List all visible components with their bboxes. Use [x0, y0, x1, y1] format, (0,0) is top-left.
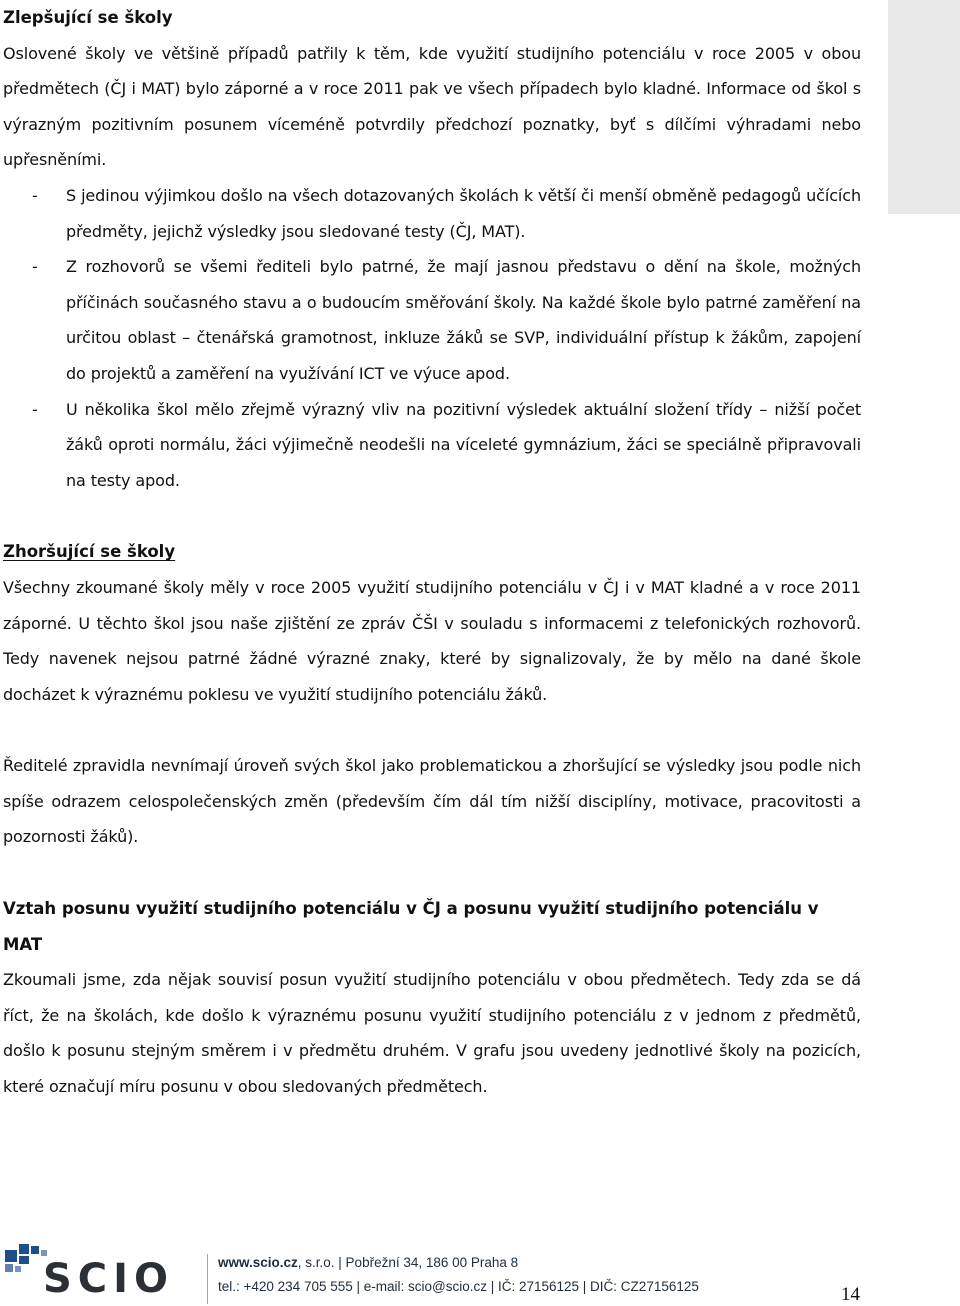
list-item-text: U několika škol mělo zřejmě výrazný vliv na pozitivní výsledek aktuální složení třídy – nižší počet žáků oproti normálu, žáci výjimečně neodešli na víceleté gymnázium, žáci se speciálně připravovali na testy apod.: [66, 399, 861, 490]
footer-divider: [207, 1254, 208, 1304]
footer-contacts: tel.: +420 234 705 555 | e-mail: scio@scio.cz | IČ: 27156125 | DIČ: CZ27156125: [218, 1279, 699, 1294]
footer-address-line: [218, 1255, 518, 1270]
bullet-marker: -: [32, 257, 38, 277]
heading-relationship: Vztah posunu využití studijního potenciálu v ČJ a posunu využití studijního potenciálu v MAT: [3, 899, 819, 954]
heading-improving-schools: Zlepšující se školy: [3, 8, 173, 27]
bullet-list-improving: [3, 178, 861, 498]
paragraph-relationship: Zkoumali jsme, zda nějak souvisí posun využití studijního potenciálu v obou předmětech. Tedy zda se dá říct, že na školách, kde došlo k výraznému posunu využití studijního potenciálu z v jednom z předmětů, došlo k posunu stejným směrem i v předmětu druhém. V grafu jsou uvedeny jednotlivé školy na pozicích, které označují míru posunu v obou sledovaných předmětech.: [3, 970, 861, 1097]
paragraph-declining-2: Ředitelé zpravidla nevnímají úroveň svých škol jako problematickou a zhoršující se výsledky jsou podle nich spíše odrazem celospolečenských změn (především čím dál tím nižší disciplíny, motivace, pracovitosti a pozornosti žáků).: [3, 756, 861, 847]
paragraph-declining-1: Všechny zkoumané školy měly v roce 2005 využití studijního potenciálu v ČJ i v MAT kladné a v roce 2011 záporné. U těchto škol jsou naše zjištění ze zpráv ČŠI v souladu s informacemi z telefonických rozhovorů. Tedy navenek nejsou patrné žádné výrazné znaky, které by signalizovaly, že by mělo na dané škole docházet k výraznému poklesu ve využití studijního potenciálu žáků.: [3, 577, 861, 704]
bullet-marker: -: [32, 399, 38, 419]
scio-logo: [3, 1240, 193, 1298]
page-footer: [0, 1240, 960, 1306]
heading-declining-schools: Zhoršující se školy: [3, 542, 176, 562]
list-item: [3, 249, 861, 391]
document-body: [3, 0, 861, 1105]
corner-decoration: [888, 0, 960, 214]
logo-text: SCIO: [43, 1256, 175, 1298]
list-item-text: Z rozhovorů se všemi řediteli bylo patrné, že mají jasnou představu o dění na škole, možných příčinách současného stavu a o budoucím směřování školy. Na každé škole bylo patrné zaměření na určitou oblast – čtenářská gramotnost, inkluze žáků se SVP, individuální přístup k žákům, zapojení do projektů a zaměření na využívání ICT ve výuce apod.: [66, 257, 861, 383]
list-item-text: S jedinou výjimkou došlo na všech dotazovaných školách k větší či menší obměně pedagogů učících předměty, jejichž výsledky jsou sledované testy (ČJ, MAT).: [66, 185, 861, 241]
paragraph-improving-intro: Oslovené školy ve většině případů patřily k těm, kde využití studijního potenciálu v roce 2005 v obou předmětech (ČJ i MAT) bylo záporné a v roce 2011 pak ve všech případech bylo kladné. Informace od škol s výrazným pozitivním posunem víceméně potvrdily předchozí poznatky, byť s dílčími výhradami nebo upřesněními.: [3, 43, 861, 170]
list-item: [3, 178, 861, 249]
bullet-marker: -: [32, 185, 38, 205]
footer-address: , s.r.o. | Pobřežní 34, 186 00 Praha 8: [297, 1255, 519, 1270]
list-item: [3, 392, 861, 499]
page-number: 14: [841, 1284, 860, 1305]
footer-web-link[interactable]: www.scio.cz: [218, 1255, 298, 1270]
